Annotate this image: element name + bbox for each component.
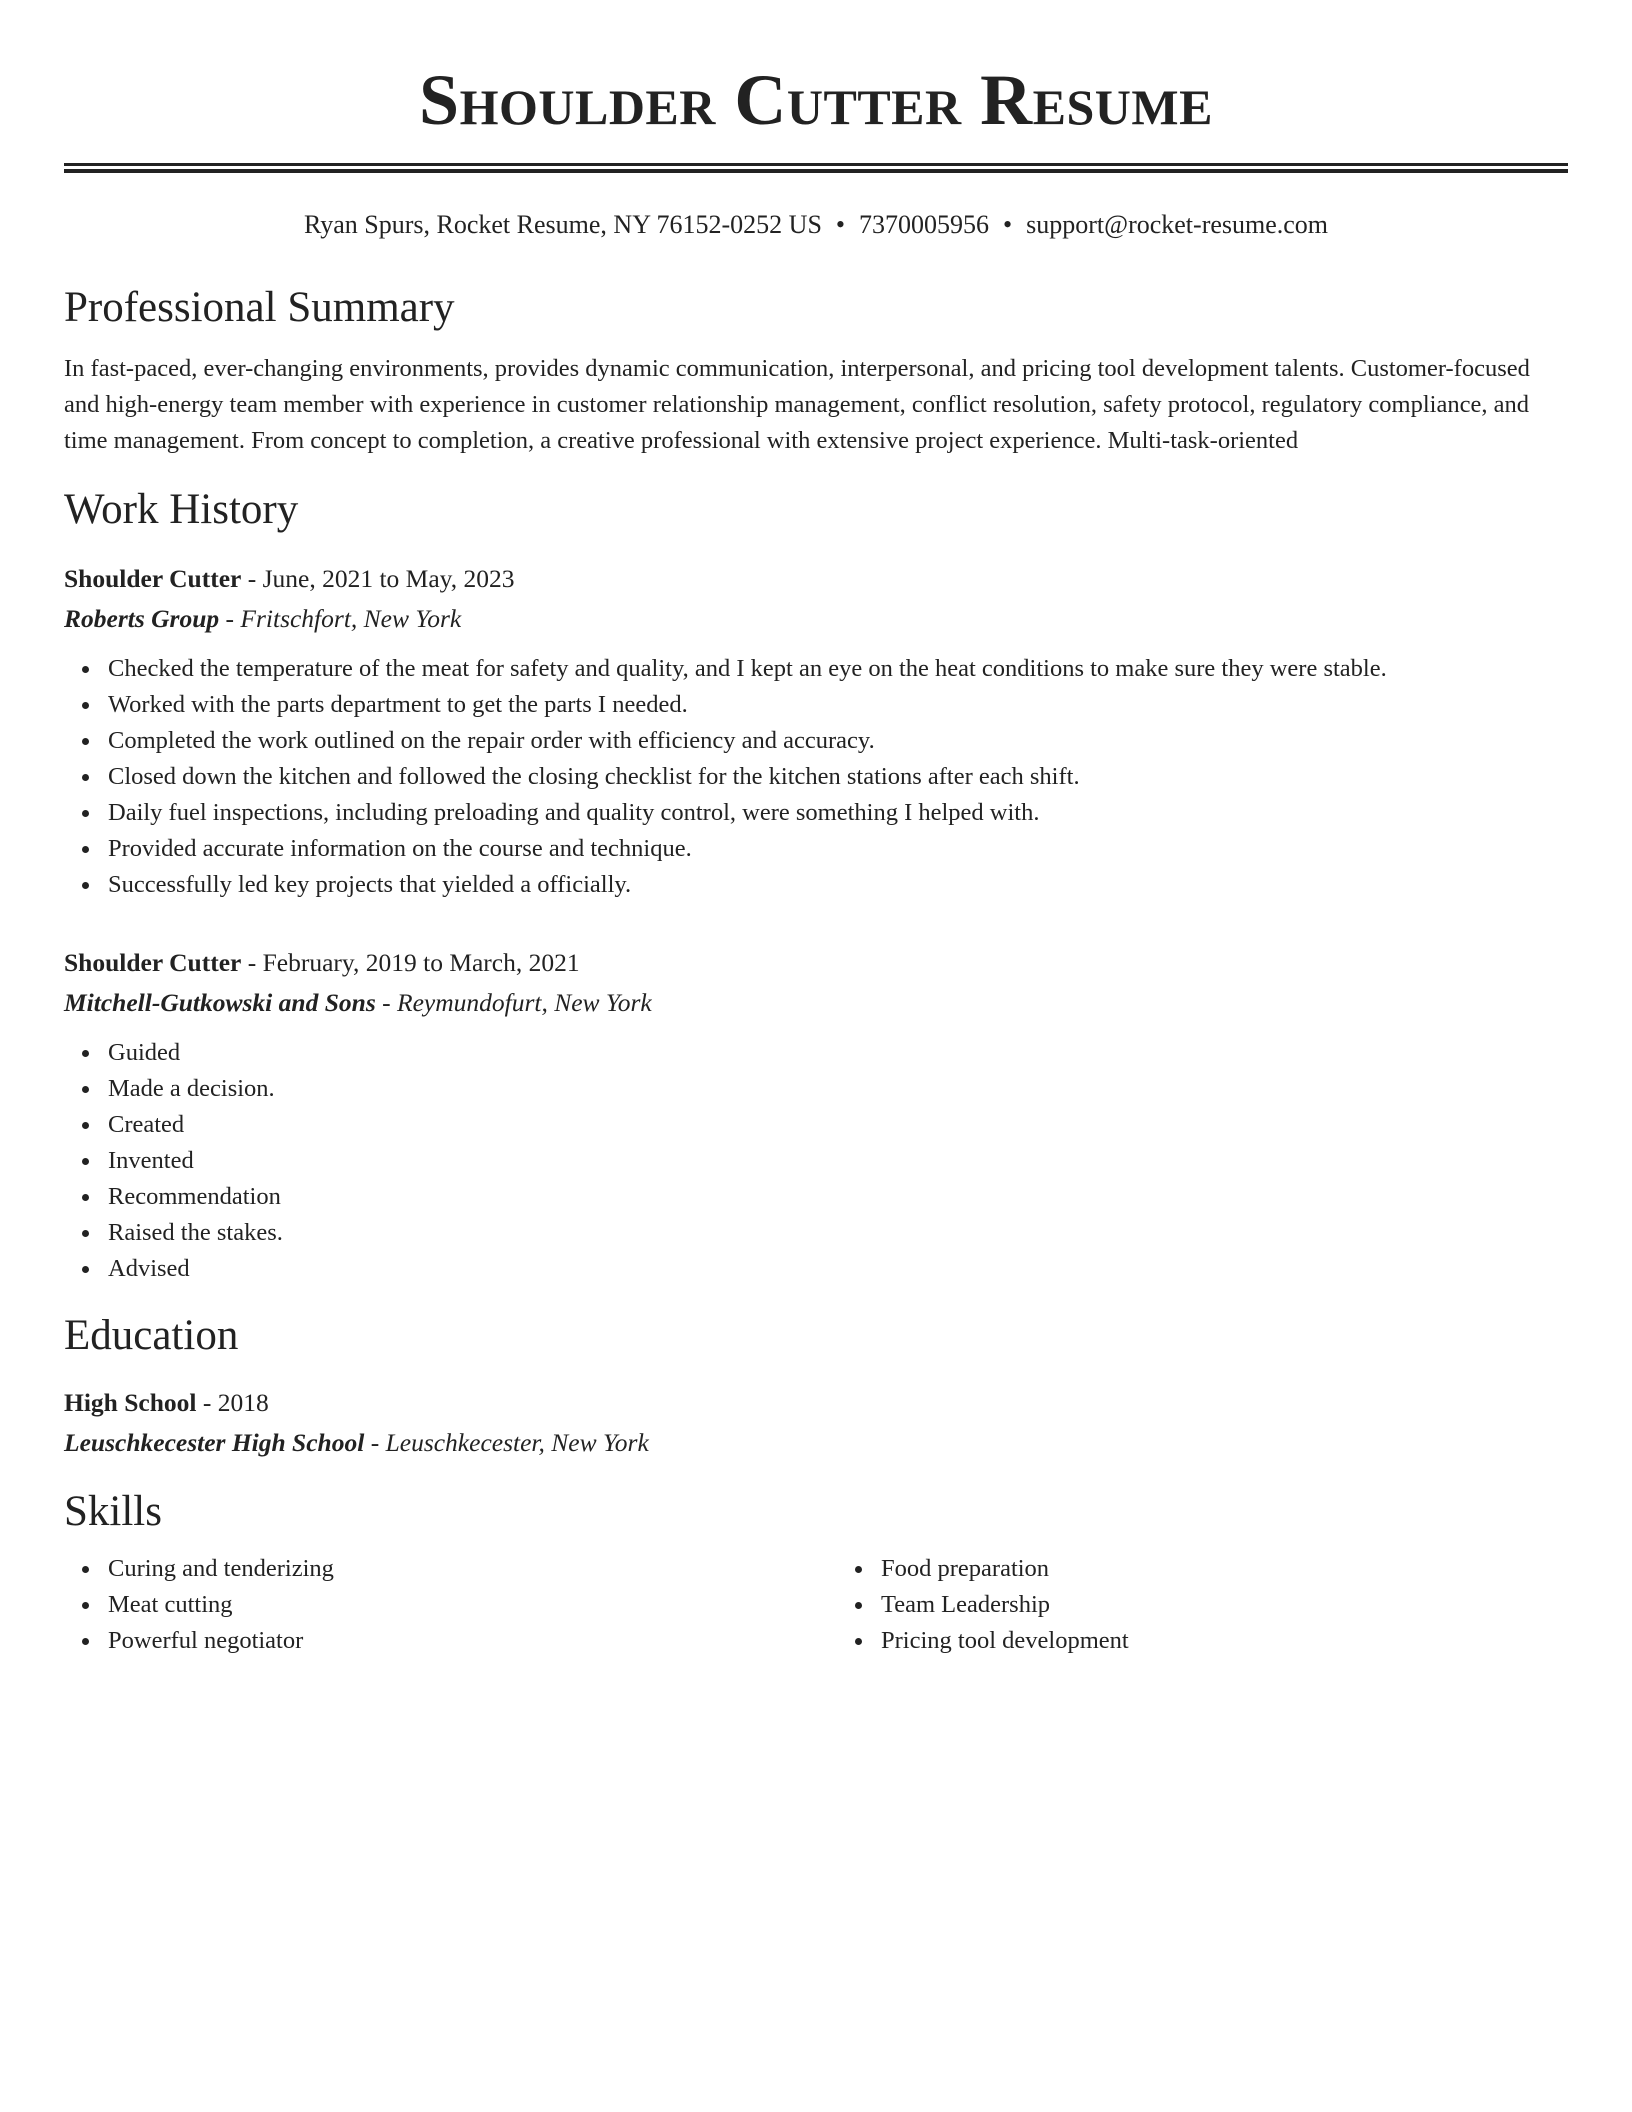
list-item: Provided accurate information on the course and technique. [108,831,1568,867]
education-entry [64,1383,1568,1463]
list-item: Guided [108,1035,1568,1071]
contact-line [64,209,1568,241]
skill-item: Food preparation [881,1551,1568,1587]
list-item: Invented [108,1143,1568,1179]
education-school: Leuschkecester High School [64,1428,365,1457]
job-title: Shoulder Cutter [64,948,242,977]
contact-phone: 7370005956 [859,210,990,239]
list-item: Raised the stakes. [108,1215,1568,1251]
list-item: Recommendation [108,1179,1568,1215]
skill-item: Meat cutting [108,1587,795,1623]
job-dates: - June, 2021 to May, 2023 [241,564,515,593]
job-role-line [64,559,1568,599]
education-heading: Education [64,1312,239,1359]
resume-title: Shoulder Cutter Resume [419,60,1213,140]
education-location: - Leuschkecester, New York [364,1428,649,1457]
job-location: - Fritschfort, New York [219,604,462,633]
job-company-line [64,983,1568,1023]
job-company: Mitchell-Gutkowski and Sons [64,988,376,1017]
job-role-line [64,943,1568,983]
education-year: - 2018 [196,1388,269,1417]
list-item: Closed down the kitchen and followed the closing checklist for the kitchen stations after each shift. [108,759,1568,795]
skills-list-right [837,1551,1568,1659]
list-item: Completed the work outlined on the repair order with efficiency and accuracy. [108,723,1568,759]
contact-address: Ryan Spurs, Rocket Resume, NY 76152-0252 US [303,210,822,239]
job-entry [64,943,1568,1287]
job-title: Shoulder Cutter [64,564,242,593]
list-item: Successfully led key projects that yielded a officially. [108,867,1568,903]
job-entry [64,559,1568,903]
list-item: Advised [108,1251,1568,1287]
contact-email: support@rocket-resume.com [1026,210,1329,239]
job-duties-list [64,651,1568,903]
skills-list-left [64,1551,795,1659]
contact-separator: • [1003,210,1013,239]
job-location: - Reymundofurt, New York [375,988,652,1017]
work-history-heading: Work History [64,486,299,533]
list-item: Made a decision. [108,1071,1568,1107]
job-company: Roberts Group [64,604,220,633]
education-degree-line [64,1383,1568,1423]
skill-item: Pricing tool development [881,1623,1568,1659]
skills-heading: Skills [64,1488,162,1535]
job-duties-list [64,1035,1568,1287]
skill-item: Curing and tenderizing [108,1551,795,1587]
summary-text: In fast-paced, ever-changing environments, provides dynamic communication, interpersonal, and pricing tool development talents. Customer-focused and high-energy team member with experience in customer relationship management, conflict resolution, safety protocol, regulatory compliance, and time management. From concept to completion, a creative professional with extensive project experience. Multi-task-oriented [64,355,1530,454]
list-item: Checked the temperature of the meat for safety and quality, and I kept an eye on the heat conditions to make sure they were stable. [108,651,1568,687]
resume-page [64,0,1568,1659]
job-company-line [64,599,1568,639]
summary-heading: Professional Summary [64,284,455,331]
skill-item: Team Leadership [881,1587,1568,1623]
list-item: Daily fuel inspections, including preloading and quality control, were something I helped with. [108,795,1568,831]
education-school-line [64,1423,1568,1463]
job-dates: - February, 2019 to March, 2021 [241,948,580,977]
education-degree: High School [64,1388,197,1417]
title-divider [64,163,1568,173]
skills-grid [64,1551,1568,1659]
contact-separator: • [835,210,846,239]
skill-item: Powerful negotiator [108,1623,795,1659]
list-item: Created [108,1107,1568,1143]
list-item: Worked with the parts department to get the parts I needed. [108,687,1568,723]
